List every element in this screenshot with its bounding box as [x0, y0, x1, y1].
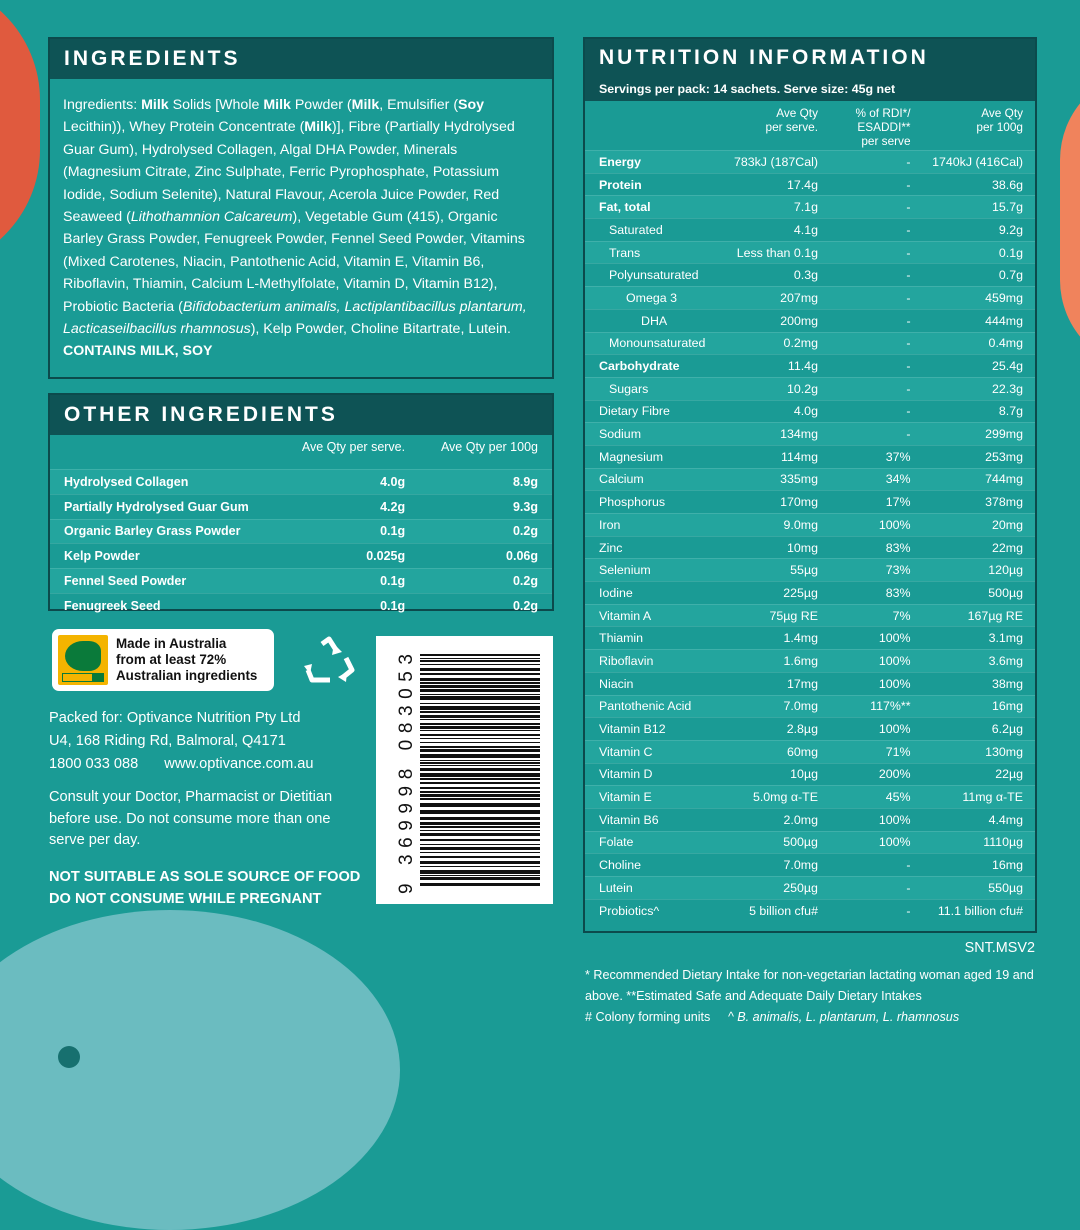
- kangaroo-logo-icon: [58, 635, 108, 685]
- qty-per-100g: 0.4mg: [988, 336, 1023, 351]
- barcode-bar: [420, 803, 540, 807]
- footnote-rdi: * Recommended Dietary Intake for non-vegetarian lactating woman aged 19 and above. **Estimated Safe and Adequate Daily Dietary Intakes: [585, 968, 1034, 1003]
- footnote-cfu: # Colony forming units: [585, 1010, 711, 1024]
- qty-per-100g: 16mg: [992, 858, 1023, 873]
- company-address: U4, 168 Riding Rd, Balmoral, Q4171: [49, 733, 286, 749]
- nutrient-name: Calcium: [599, 472, 644, 487]
- nutrient-name: Pantothenic Acid: [599, 699, 692, 714]
- rdi-percent: 100%: [878, 517, 911, 532]
- ingredients-text: Ingredients: Milk Solids [Whole Milk Powder (Milk, Emulsifier (Soy Lecithin)), Whey Protein Concentrate (Milk)], Fibre (Partially Hydrolysed Guar Gum), Hydrolysed Collagen, Algal DHA Powder, Minerals (Magnesium Citrate, Zinc Sulphate, Ferric Pyrophosphate, Potassium Iodide, Sodium Selenite), Natural Flavour, Acerola Juice Powder, Red Seaweed (Lithothamnion Calcareum), Vegetable Gum (415), Organic Barley Grass Powder, Fenugreek Powder, Fennel Seed Powder, Vitamins (Mixed Carotenes, Niacin, Pantothenic Acid, Vitamin E, Vitamin B6, Riboflavin, Thiamin, Calcium L-Methylfolate, Vitamin D, Vitamin B12), Probiotic Bacteria (Bifidobacterium animalis, Lactiplantibacillus plantarum, Lacticaseilbacillus rhamnosus), Kelp Powder, Choline Bitartrate, Lutein.: [63, 97, 527, 338]
- table-row: [585, 763, 1035, 786]
- barcode-bar: [420, 817, 540, 820]
- barcode-bar: [420, 875, 540, 876]
- qty-per-100g: 38mg: [992, 676, 1023, 691]
- qty-per-100g: 130mg: [985, 744, 1023, 759]
- qty-per-serve: 0.1g: [380, 524, 406, 539]
- ingredient-name: Partially Hydrolysed Guar Gum: [64, 499, 249, 514]
- nutrient-name: Vitamin E: [599, 790, 652, 805]
- nutrient-name: Carbohydrate: [599, 359, 680, 374]
- qty-per-serve: 0.2mg: [783, 336, 818, 351]
- rdi-percent: 100%: [878, 835, 911, 850]
- table-row: [585, 899, 1035, 922]
- table-row: [585, 241, 1035, 264]
- col-per-serve: Ave Qty per serve.: [301, 440, 406, 454]
- nutrient-name: Choline: [599, 858, 642, 873]
- barcode-bar: [420, 773, 540, 777]
- nutrient-name: Lutein: [599, 880, 633, 895]
- qty-per-100g: 459mg: [985, 290, 1023, 305]
- table-row: [585, 831, 1035, 854]
- badge-line-3: Australian ingredients: [116, 668, 258, 683]
- nutrient-name: Omega 3: [626, 290, 677, 305]
- head-serve-1: Ave Qty: [776, 106, 818, 120]
- barcode-bar: [420, 765, 540, 766]
- rdi-percent: -: [906, 222, 911, 237]
- nutrient-name: Probiotics^: [599, 903, 660, 918]
- table-row: [585, 309, 1035, 332]
- barcode-bar: [420, 685, 540, 688]
- barcode-bar: [420, 798, 540, 800]
- qty-per-100g: 0.2g: [512, 598, 538, 613]
- qty-per-serve: 335mg: [780, 472, 818, 487]
- qty-per-100g: 25.4g: [991, 359, 1023, 374]
- barcode-bar: [420, 689, 540, 692]
- nutrient-name: Monounsaturated: [609, 336, 706, 351]
- ingredient-name: Hydrolysed Collagen: [64, 474, 189, 489]
- qty-per-100g: 15.7g: [991, 200, 1023, 215]
- qty-per-100g: 744mg: [985, 472, 1023, 487]
- table-row: [585, 695, 1035, 718]
- nutrient-name: Iron: [599, 517, 621, 532]
- table-row: [585, 354, 1035, 377]
- rdi-percent: 71%: [885, 744, 911, 759]
- head-rdi-1: % of RDI*/: [855, 106, 911, 120]
- qty-per-100g: 3.6mg: [988, 653, 1023, 668]
- barcode-bar: [420, 706, 540, 710]
- decorative-orange-shape: [1060, 70, 1080, 370]
- qty-per-100g: 9.3g: [512, 499, 538, 514]
- head-100-2: per 100g: [976, 120, 1023, 134]
- qty-per-serve: 1.6mg: [783, 653, 818, 668]
- company-name: Packed for: Optivance Nutrition Pty Ltd: [49, 710, 301, 726]
- barcode-bar: [420, 852, 540, 853]
- table-row: [585, 218, 1035, 241]
- barcode-bar: [420, 660, 540, 662]
- qty-per-serve: 17.4g: [786, 177, 818, 192]
- rdi-percent: -: [906, 880, 911, 895]
- table-row: [585, 173, 1035, 196]
- ingredients-panel: [48, 37, 554, 379]
- rdi-percent: 45%: [885, 790, 911, 805]
- head-rdi-2: ESADDI**: [857, 120, 911, 134]
- warnings: [49, 866, 360, 910]
- nutrient-name: Vitamin C: [599, 744, 653, 759]
- barcode-bar: [420, 810, 540, 814]
- rdi-percent: 100%: [878, 812, 911, 827]
- qty-per-100g: 0.1g: [998, 245, 1023, 260]
- qty-per-serve: 114mg: [781, 449, 818, 464]
- table-row: [585, 808, 1035, 831]
- barcode-bar: [420, 778, 540, 780]
- qty-per-100g: 11mg α-TE: [962, 790, 1023, 805]
- qty-per-100g: 0.06g: [506, 549, 538, 564]
- table-row: [50, 519, 552, 544]
- barcode-bar: [420, 861, 540, 864]
- company-info: [49, 707, 314, 776]
- nutrient-name: Saturated: [609, 222, 663, 237]
- barcode-bar: [420, 668, 540, 671]
- barcode-bar: [420, 711, 540, 713]
- barcode-bar: [420, 754, 540, 758]
- qty-per-serve: 500µg: [783, 835, 818, 850]
- qty-per-serve: 200mg: [780, 313, 819, 328]
- company-website: www.optivance.com.au: [164, 756, 314, 772]
- barcode-number: 9 369998 083053: [396, 654, 417, 894]
- nutrient-name: Selenium: [599, 563, 651, 578]
- nutrition-title: NUTRITION INFORMATION: [585, 39, 1035, 77]
- barcode-bar: [420, 768, 540, 771]
- barcode-bar: [420, 844, 540, 845]
- qty-per-serve: 225µg: [783, 585, 818, 600]
- table-row: [585, 785, 1035, 808]
- qty-per-100g: 120µg: [988, 563, 1023, 578]
- qty-per-100g: 3.1mg: [988, 631, 1023, 646]
- nutrient-name: Phosphorus: [599, 495, 666, 510]
- qty-per-serve: 10.2g: [786, 381, 818, 396]
- nutrition-rows: [585, 150, 1035, 921]
- barcode-bar: [420, 833, 540, 836]
- qty-per-serve: 134mg: [780, 427, 818, 442]
- nutrient-name: Polyunsaturated: [609, 268, 699, 283]
- barcode-bar: [420, 794, 540, 797]
- table-row: [50, 494, 552, 519]
- qty-per-serve: 60mg: [786, 744, 818, 759]
- rdi-percent: 100%: [878, 676, 911, 691]
- qty-per-serve: 0.1g: [380, 598, 406, 613]
- barcode-bar: [420, 742, 540, 743]
- qty-per-serve: 7.0mg: [783, 858, 818, 873]
- table-row: [585, 740, 1035, 763]
- qty-per-serve: 783kJ (187Cal): [733, 154, 818, 169]
- qty-per-serve: 75µg RE: [769, 608, 818, 623]
- qty-per-serve: 4.0g: [793, 404, 818, 419]
- rdi-percent: -: [906, 903, 911, 918]
- qty-per-100g: 16mg: [992, 699, 1023, 714]
- rdi-percent: -: [906, 154, 911, 169]
- other-ingredients-rows: [50, 469, 552, 618]
- qty-per-100g: 22µg: [995, 767, 1023, 782]
- table-row: [585, 581, 1035, 604]
- barcode-bar: [420, 734, 540, 736]
- table-row: [585, 853, 1035, 876]
- table-row: [585, 626, 1035, 649]
- footnote-strains: ^ B. animalis, L. plantarum, L. rhamnosus: [727, 1010, 960, 1024]
- qty-per-serve: Less than 0.1g: [736, 245, 818, 260]
- qty-per-100g: 378mg: [985, 495, 1023, 510]
- rdi-percent: -: [906, 381, 911, 396]
- nutrient-name: Vitamin D: [599, 767, 653, 782]
- qty-per-serve: 4.2g: [380, 499, 406, 514]
- rdi-percent: -: [906, 268, 911, 283]
- ingredients-title: INGREDIENTS: [50, 39, 552, 79]
- qty-per-serve: 0.025g: [366, 549, 406, 564]
- qty-per-serve: 0.1g: [380, 574, 406, 589]
- ingredient-name: Organic Barley Grass Powder: [64, 524, 241, 539]
- table-row: [50, 568, 552, 593]
- rdi-percent: 100%: [878, 631, 911, 646]
- nutrient-name: Niacin: [599, 676, 634, 691]
- decorative-circle: [0, 910, 400, 1230]
- nutrient-name: Protein: [599, 177, 642, 192]
- nutrient-name: Energy: [599, 154, 642, 169]
- barcode-bar: [420, 738, 540, 739]
- qty-per-100g: 0.2g: [512, 574, 538, 589]
- table-row: [585, 150, 1035, 173]
- col-per-100g: Ave Qty per 100g: [440, 440, 538, 454]
- barcode-bar: [420, 856, 540, 858]
- head-serve-2: per serve.: [765, 120, 818, 134]
- made-in-australia-badge: [52, 629, 274, 691]
- rdi-percent: -: [906, 404, 911, 419]
- nutrient-name: Iodine: [599, 585, 633, 600]
- table-row: [585, 195, 1035, 218]
- other-ingredients-title: OTHER INGREDIENTS: [50, 395, 552, 435]
- qty-per-serve: 9.0mg: [783, 517, 818, 532]
- nutrient-name: Vitamin B6: [599, 812, 659, 827]
- qty-per-serve: 5.0mg α-TE: [752, 790, 818, 805]
- qty-per-serve: 4.1g: [793, 222, 818, 237]
- table-row: [585, 422, 1035, 445]
- barcode-bar: [420, 866, 540, 867]
- barcode-bar: [420, 870, 540, 874]
- barcode-bar: [420, 694, 540, 695]
- qty-per-100g: 299mg: [985, 427, 1023, 442]
- rdi-percent: -: [906, 200, 911, 215]
- qty-per-serve: 55µg: [790, 563, 818, 578]
- rdi-percent: -: [906, 313, 911, 328]
- qty-per-100g: 38.6g: [991, 177, 1023, 192]
- rdi-percent: -: [906, 177, 911, 192]
- nutrient-name: Vitamin B12: [599, 722, 666, 737]
- barcode-bar: [420, 822, 540, 825]
- qty-per-100g: 500µg: [988, 585, 1023, 600]
- barcode-bar: [420, 787, 540, 789]
- qty-per-100g: 22mg: [992, 540, 1023, 555]
- nutrient-name: Trans: [609, 245, 641, 260]
- qty-per-100g: 1110µg: [983, 835, 1023, 850]
- table-row: [585, 400, 1035, 423]
- other-ingredients-header: [50, 435, 552, 459]
- nutrient-name: Sodium: [599, 427, 642, 442]
- other-ingredients-panel: [48, 393, 554, 611]
- rdi-percent: 100%: [878, 653, 911, 668]
- table-row: [585, 536, 1035, 559]
- table-row: [585, 876, 1035, 899]
- rdi-percent: 7%: [892, 608, 911, 623]
- barcode-bar: [420, 883, 540, 886]
- rdi-percent: -: [906, 359, 911, 374]
- rdi-percent: 37%: [885, 449, 911, 464]
- qty-per-100g: 253mg: [985, 449, 1023, 464]
- rdi-percent: 17%: [885, 495, 911, 510]
- barcode-bar: [420, 658, 540, 659]
- nutrient-name: DHA: [641, 313, 668, 328]
- table-row: [585, 445, 1035, 468]
- decorative-red-shape: [0, 0, 40, 270]
- table-row: [50, 543, 552, 568]
- barcode-bar: [420, 749, 540, 752]
- barcode-bar: [420, 726, 540, 729]
- barcode-bar: [420, 673, 540, 675]
- qty-per-100g: 0.2g: [512, 524, 538, 539]
- table-row: [585, 558, 1035, 581]
- rdi-percent: -: [906, 245, 911, 260]
- head-100-1: Ave Qty: [981, 106, 1023, 120]
- table-row: [585, 490, 1035, 513]
- warning-pregnant: DO NOT CONSUME WHILE PREGNANT: [49, 891, 322, 907]
- nutrient-name: Thiamin: [599, 631, 644, 646]
- ingredient-name: Kelp Powder: [64, 549, 140, 564]
- head-rdi-3: per serve: [861, 134, 911, 148]
- barcode-bar: [420, 762, 540, 764]
- qty-per-serve: 2.8µg: [786, 722, 818, 737]
- qty-per-serve: 207mg: [780, 290, 819, 305]
- table-row: [585, 377, 1035, 400]
- barcode-bar: [420, 791, 540, 793]
- barcode-bar: [420, 826, 540, 828]
- qty-per-100g: 550µg: [988, 880, 1023, 895]
- allergen-statement: CONTAINS MILK, SOY: [63, 343, 213, 360]
- table-row: [585, 717, 1035, 740]
- table-row: [585, 672, 1035, 695]
- decorative-dot: [58, 1046, 80, 1068]
- nutrient-name: Dietary Fibre: [599, 404, 670, 419]
- barcode-bar: [420, 847, 540, 850]
- nutrition-panel: [583, 37, 1037, 933]
- badge-line-2: from at least 72%: [116, 652, 227, 667]
- qty-per-serve: 0.3g: [793, 268, 818, 283]
- serving-info: Servings per pack: 14 sachets. Serve size: 45g net: [585, 77, 1035, 101]
- rdi-percent: 83%: [885, 585, 911, 600]
- rdi-percent: -: [906, 858, 911, 873]
- product-code: SNT.MSV2: [964, 940, 1035, 956]
- nutrition-header: [585, 101, 1035, 150]
- barcode-bar: [420, 877, 540, 880]
- qty-per-serve: 11.4g: [787, 359, 818, 374]
- nutrient-name: Magnesium: [599, 449, 664, 464]
- rdi-percent: 83%: [885, 540, 911, 555]
- barcode-bar: [420, 782, 540, 784]
- qty-per-serve: 7.1g: [793, 200, 818, 215]
- qty-per-100g: 444mg: [985, 313, 1023, 328]
- barcode-bar: [420, 839, 540, 841]
- barcode-bar: [420, 719, 540, 720]
- qty-per-serve: 250µg: [783, 880, 818, 895]
- qty-per-100g: 20mg: [992, 517, 1023, 532]
- table-row: [50, 469, 552, 494]
- qty-per-100g: 4.4mg: [988, 812, 1023, 827]
- rdi-percent: -: [906, 336, 911, 351]
- barcode-bar: [420, 746, 540, 748]
- rdi-percent: 100%: [878, 722, 911, 737]
- barcode-bar: [420, 723, 540, 725]
- barcode-bar: [420, 715, 540, 718]
- consult-notice: Consult your Doctor, Pharmacist or Dietitian before use. Do not consume more than one serve per day.: [49, 789, 333, 848]
- nutrient-name: Sugars: [609, 381, 649, 396]
- table-row: [585, 649, 1035, 672]
- barcode-bar: [420, 682, 540, 684]
- badge-line-1: Made in Australia: [116, 636, 227, 651]
- qty-per-serve: 2.0mg: [783, 812, 818, 827]
- qty-per-serve: 170mg: [780, 495, 818, 510]
- rdi-percent: 117%**: [870, 699, 911, 714]
- qty-per-100g: 22.3g: [991, 381, 1023, 396]
- qty-per-100g: 9.2g: [998, 222, 1023, 237]
- qty-per-100g: 1740kJ (416Cal): [932, 154, 1023, 169]
- qty-per-serve: 7.0mg: [783, 699, 818, 714]
- nutrient-name: Zinc: [599, 540, 623, 555]
- table-row: [585, 604, 1035, 627]
- qty-per-100g: 11.1 billion cfu#: [937, 903, 1023, 918]
- qty-per-serve: 5 billion cfu#: [749, 903, 818, 918]
- recycle-icon: [302, 636, 356, 686]
- ingredient-name: Fenugreek Seed: [64, 598, 161, 613]
- nutrient-name: Vitamin A: [599, 608, 652, 623]
- table-row: [585, 513, 1035, 536]
- rdi-percent: 34%: [885, 472, 911, 487]
- qty-per-100g: 6.2µg: [991, 722, 1023, 737]
- qty-per-serve: 1.4mg: [783, 631, 818, 646]
- qty-per-100g: 8.9g: [512, 474, 538, 489]
- table-row: [585, 263, 1035, 286]
- barcode-bar: [420, 654, 540, 656]
- barcode: [376, 636, 553, 904]
- qty-per-serve: 10µg: [790, 767, 818, 782]
- qty-per-serve: 10mg: [786, 540, 818, 555]
- company-phone: 1800 033 088: [49, 756, 139, 772]
- nutrient-name: Folate: [599, 835, 634, 850]
- table-row: [585, 332, 1035, 355]
- nutrient-name: Riboflavin: [599, 653, 654, 668]
- footnotes: [585, 965, 1045, 1028]
- table-row: [585, 286, 1035, 309]
- qty-per-100g: 8.7g: [998, 404, 1023, 419]
- qty-per-100g: 167µg RE: [967, 608, 1023, 623]
- ingredient-name: Fennel Seed Powder: [64, 574, 187, 589]
- warning-sole-source: NOT SUITABLE AS SOLE SOURCE OF FOOD: [49, 869, 361, 885]
- rdi-percent: -: [906, 290, 911, 305]
- rdi-percent: -: [906, 427, 911, 442]
- rdi-percent: 73%: [885, 563, 911, 578]
- rdi-percent: 200%: [878, 767, 911, 782]
- barcode-bar: [420, 664, 540, 665]
- qty-per-serve: 4.0g: [380, 474, 406, 489]
- table-row: [50, 593, 552, 618]
- table-row: [585, 468, 1035, 491]
- barcode-bar: [420, 696, 540, 700]
- barcode-bar: [420, 678, 540, 681]
- barcode-bar: [420, 730, 540, 731]
- barcode-bar: [420, 703, 540, 704]
- barcode-bar: [420, 830, 540, 831]
- qty-per-serve: 17mg: [786, 676, 818, 691]
- qty-per-100g: 0.7g: [998, 268, 1023, 283]
- barcode-bar: [420, 760, 540, 761]
- nutrient-name: Fat, total: [599, 200, 651, 215]
